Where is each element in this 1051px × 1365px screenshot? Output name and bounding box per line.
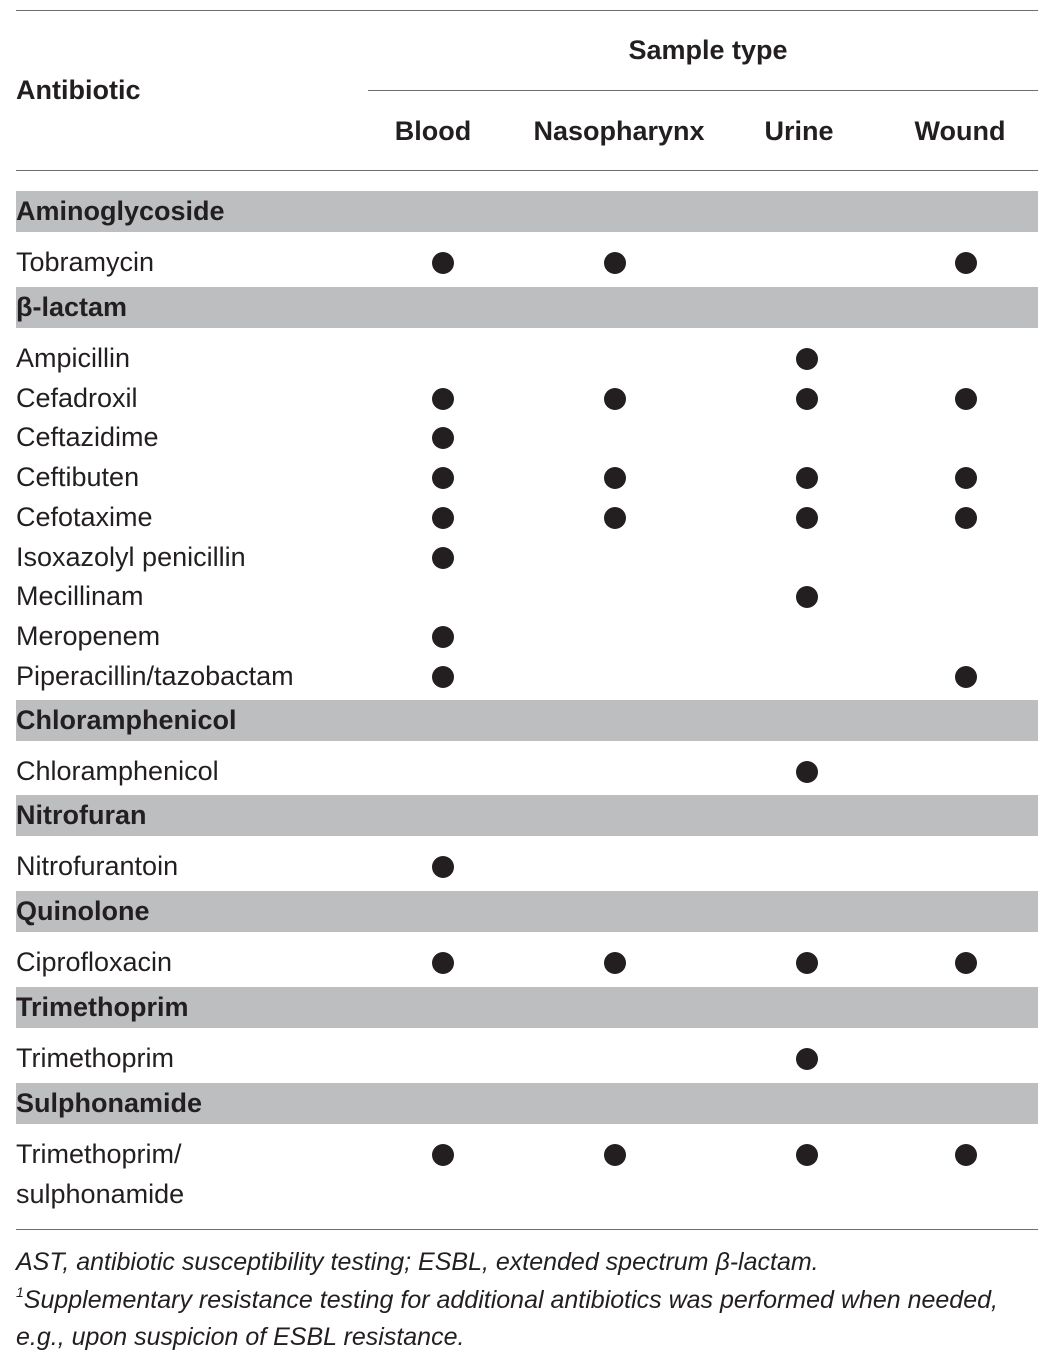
marker-dot-blood	[432, 1144, 454, 1166]
table-bottom-rule	[16, 1229, 1038, 1230]
table-row	[16, 495, 1038, 535]
category-label: Aminoglycoside	[16, 196, 225, 226]
antibiotic-label: Cefadroxil	[16, 382, 138, 413]
column-header-nasopharynx: Nasopharynx	[533, 116, 705, 146]
marker-dot-blood	[432, 856, 454, 878]
supplementary-note-text: Supplementary resistance testing for additional antibiotics was performed when needed, e.g., upon suspicion of ESBL resistance.	[16, 1286, 998, 1351]
marker-dot-blood	[432, 547, 454, 569]
category-band	[16, 700, 1038, 741]
antibiotic-label: Meropenem	[16, 620, 161, 651]
table-row	[16, 614, 1038, 654]
table-row	[16, 415, 1038, 455]
marker-dot-wound	[955, 388, 977, 410]
antibiotic-label: Tobramycin	[16, 247, 155, 277]
marker-dot-wound	[955, 952, 977, 974]
marker-dot-urine	[796, 388, 818, 410]
marker-dot-blood	[432, 626, 454, 648]
column-header-urine: Urine	[764, 116, 834, 146]
category-band	[16, 287, 1038, 328]
table-row	[16, 940, 1038, 980]
table-row	[16, 574, 1038, 614]
antibiotic-label: Cefotaxime	[16, 501, 153, 532]
antibiotic-label: Isoxazolyl penicillin	[16, 541, 246, 572]
category-label: Trimethoprim	[16, 992, 189, 1022]
antibiotic-label: Trimethoprim/ sulphonamide	[16, 1139, 185, 1209]
category-label: Quinolone	[16, 896, 150, 926]
abbreviations-note: AST, antibiotic susceptibility testing; ESBL, extended spectrum β-lactam.	[16, 1248, 819, 1276]
category-band	[16, 891, 1038, 932]
marker-dot-nasopharynx	[604, 252, 626, 274]
table-row	[16, 535, 1038, 575]
marker-dot-urine	[796, 467, 818, 489]
table-row	[16, 1132, 1038, 1209]
supplementary-note	[16, 1282, 1038, 1356]
antibiotic-label: Piperacillin/tazobactam	[16, 660, 294, 691]
marker-dot-urine	[796, 586, 818, 608]
marker-dot-blood	[432, 507, 454, 529]
table-row	[16, 654, 1038, 694]
marker-dot-urine	[796, 348, 818, 370]
marker-dot-wound	[955, 252, 977, 274]
marker-dot-wound	[955, 507, 977, 529]
category-label: Chloramphenicol	[16, 705, 237, 735]
header-bottom-rule	[16, 170, 1038, 171]
marker-dot-urine	[796, 761, 818, 783]
table-row	[16, 749, 1038, 789]
marker-dot-urine	[796, 1048, 818, 1070]
antibiotic-label: Ceftazidime	[16, 422, 159, 453]
marker-dot-blood	[432, 388, 454, 410]
category-band	[16, 987, 1038, 1028]
marker-dot-nasopharynx	[604, 467, 626, 489]
antibiotic-label: Ampicillin	[16, 343, 131, 373]
category-band	[16, 191, 1038, 232]
marker-dot-wound	[955, 666, 977, 688]
table-top-rule	[16, 10, 1038, 11]
marker-dot-nasopharynx	[604, 388, 626, 410]
marker-dot-blood	[432, 952, 454, 974]
marker-dot-nasopharynx	[604, 952, 626, 974]
category-band	[16, 1083, 1038, 1124]
marker-dot-nasopharynx	[604, 1144, 626, 1166]
column-header-wound: Wound	[914, 116, 1006, 146]
table-row	[16, 240, 1038, 280]
marker-dot-urine	[796, 1144, 818, 1166]
antibiotic-label: Nitrofurantoin	[16, 851, 179, 881]
marker-dot-blood	[432, 427, 454, 449]
category-band	[16, 795, 1038, 836]
marker-dot-blood	[432, 252, 454, 274]
sample-type-underline	[368, 90, 1038, 91]
sample-type-header: Sample type	[628, 35, 788, 65]
antibiotic-label: Mecillinam	[16, 581, 144, 612]
category-label: Nitrofuran	[16, 800, 147, 830]
footnote-marker: 1	[16, 1284, 24, 1300]
table-row	[16, 455, 1038, 495]
table-row	[16, 844, 1038, 884]
marker-dot-urine	[796, 952, 818, 974]
table-row	[16, 376, 1038, 416]
antibiotic-label: Ceftibuten	[16, 462, 140, 493]
marker-dot-wound	[955, 1144, 977, 1166]
column-header-blood: Blood	[394, 116, 472, 146]
category-label: Sulphonamide	[16, 1088, 203, 1118]
antibiotic-label: Chloramphenicol	[16, 756, 219, 786]
category-label: β-lactam	[16, 292, 128, 322]
antibiotic-column-header: Antibiotic	[16, 75, 141, 105]
marker-dot-wound	[955, 467, 977, 489]
table-row	[16, 336, 1038, 376]
antibiotic-label: Trimethoprim	[16, 1043, 175, 1073]
marker-dot-blood	[432, 666, 454, 688]
marker-dot-blood	[432, 467, 454, 489]
marker-dot-urine	[796, 507, 818, 529]
marker-dot-nasopharynx	[604, 507, 626, 529]
table-row	[16, 1036, 1038, 1076]
antibiotic-label: Ciprofloxacin	[16, 947, 173, 977]
